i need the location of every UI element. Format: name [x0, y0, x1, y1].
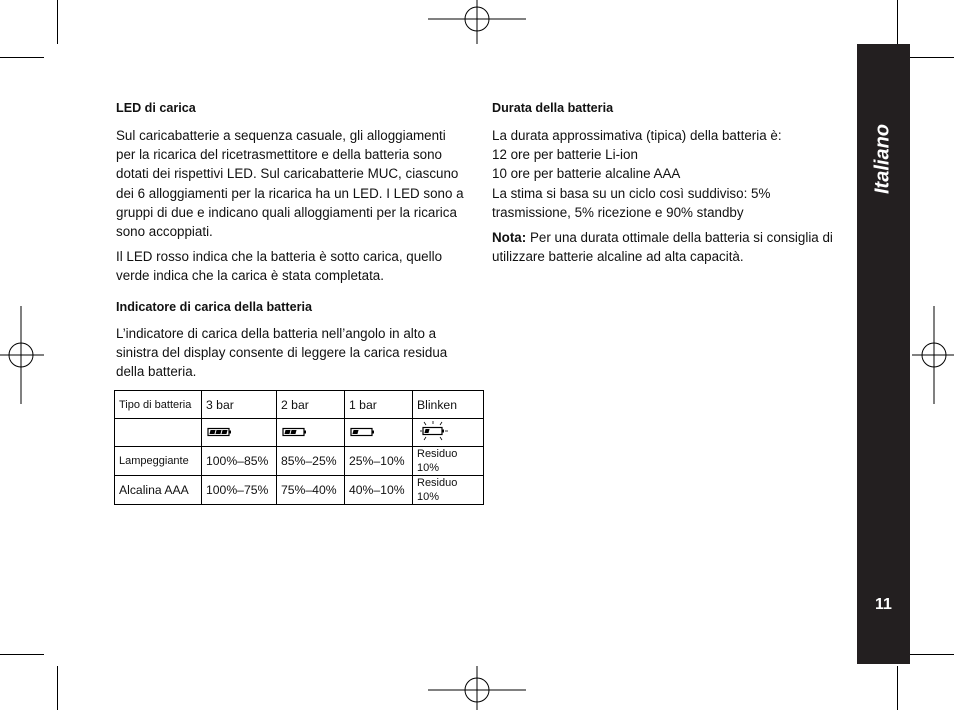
table-row — [115, 476, 484, 505]
led-heading: LED di carica — [116, 101, 196, 115]
left-column — [116, 100, 476, 381]
crop-mark — [0, 57, 44, 58]
indicator-heading: Indicatore di carica della batteria — [116, 299, 312, 314]
battery-life-heading: Durata della batteria — [492, 101, 614, 115]
right-column — [492, 100, 842, 266]
table-cell — [413, 419, 484, 447]
registration-mark-left — [0, 306, 46, 404]
crop-mark — [57, 666, 58, 710]
table-header-cell: 1 bar — [345, 391, 413, 419]
crop-mark — [897, 0, 898, 44]
led-paragraph-1: Sul caricabatterie a sequenza casuale, gli alloggiamenti per la ricarica del ricetrasmettitore e della batteria sono dotati dei rispettivi LED. Sul caricabatterie MUC, ciascuno dei 6 alloggiamenti per la ricarica ha un LED. I LED sono a gruppi di due e indicano quali alloggiamenti per la ricarica sono accoppiati. — [116, 128, 464, 240]
table-header-cell: 3 bar — [202, 391, 277, 419]
battery-blinking-icon — [417, 421, 451, 441]
table-header-row — [115, 391, 484, 419]
battery-1-bar-icon — [349, 427, 375, 437]
battery-3-bar-icon — [206, 427, 232, 437]
table-row — [115, 447, 484, 476]
table-cell — [202, 419, 277, 447]
table-header-cell: Tipo di batteria — [115, 391, 202, 419]
crop-mark — [897, 666, 898, 710]
table-cell — [115, 419, 202, 447]
language-sidebar — [857, 44, 910, 664]
indicator-paragraph: L’indicatore di carica della batteria nell’angolo in alto a sinistra del display consente di leggere la carica residua della batteria. — [116, 325, 448, 380]
registration-mark-top — [428, 0, 526, 46]
battery-table — [114, 390, 484, 505]
table-icon-row — [115, 419, 484, 447]
crop-mark — [910, 654, 954, 655]
crop-mark — [57, 0, 58, 44]
table-cell: Alcalina AAA — [115, 476, 202, 505]
table-cell: 100%–85% — [202, 447, 277, 476]
table-cell: 75%–40% — [277, 476, 345, 505]
language-label: Italiano — [871, 123, 894, 195]
table-cell: 40%–10% — [345, 476, 413, 505]
table-cell — [345, 419, 413, 447]
table-cell: 100%–75% — [202, 476, 277, 505]
table-cell: 25%–10% — [345, 447, 413, 476]
table-header-cell: 2 bar — [277, 391, 345, 419]
table-cell: 85%–25% — [277, 447, 345, 476]
crop-mark — [0, 654, 44, 655]
battery-2-bar-icon — [281, 427, 307, 437]
registration-mark-bottom — [428, 664, 526, 710]
note-label: Nota: — [492, 230, 527, 246]
page-number: 11 — [875, 596, 892, 613]
table-cell — [277, 419, 345, 447]
note-paragraph: Nota: Per una durata ottimale della batteria si consiglia di utilizzare batterie alcaline ad alta capacità. — [492, 230, 833, 265]
table-cell: Residuo 10% — [413, 476, 484, 505]
table-cell: Residuo 10% — [413, 447, 484, 476]
crop-mark — [910, 57, 954, 58]
led-paragraph-2: Il LED rosso indica che la batteria è sotto carica, quello verde indica che la carica è stata completata. — [116, 249, 443, 284]
table-header-cell: Blinken — [413, 391, 484, 419]
registration-mark-right — [910, 306, 954, 404]
table-cell: Lampeggiante — [115, 447, 202, 476]
language-tab — [863, 99, 903, 219]
battery-life-paragraph: La durata approssimativa (tipica) della batteria è: 12 ore per batterie Li-ion 10 ore per batterie alcaline AAA La stima si basa su un ciclo così suddiviso: 5% trasmissione, 5% ricezione e 90% standby — [492, 128, 782, 220]
